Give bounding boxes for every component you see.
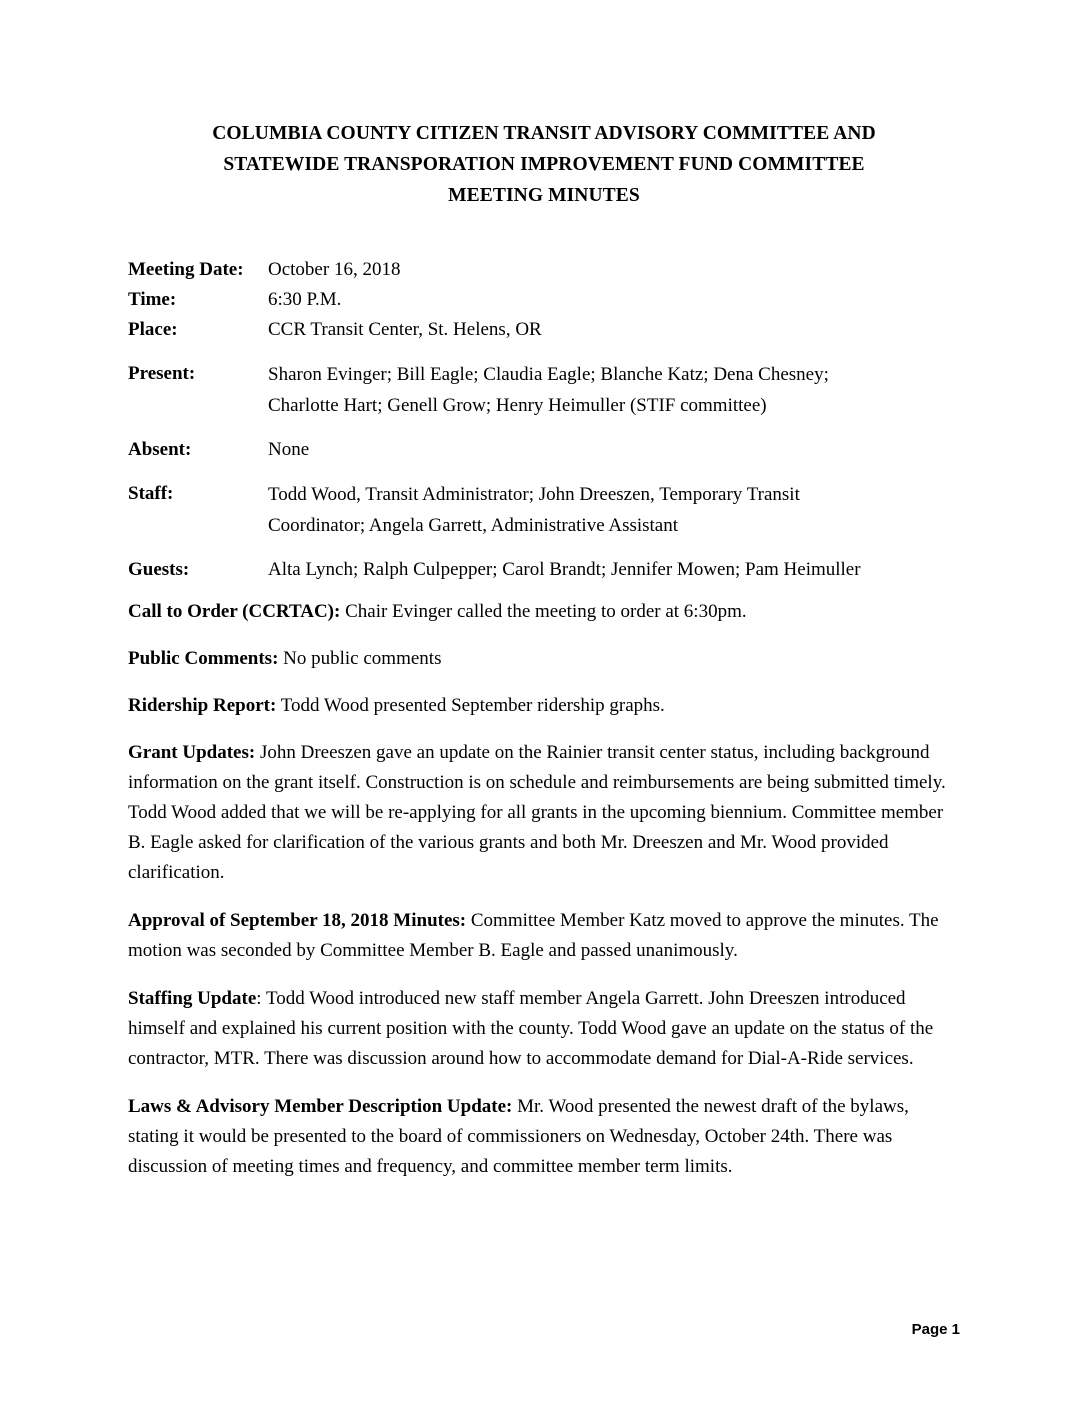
present-value	[268, 359, 960, 421]
section-staffing-update-heading: Staffing Update	[128, 988, 257, 1009]
absent-label: Absent:	[128, 439, 192, 460]
metadata-gap-3	[128, 465, 960, 479]
section-laws-advisory-update	[128, 1092, 960, 1182]
section-ridership-report-heading: Ridership Report:	[128, 695, 277, 716]
present-line-1: Sharon Evinger; Bill Eagle; Claudia Eagle; Blanche Katz; Dena Chesney;	[268, 364, 829, 385]
meeting-time-label: Time:	[128, 289, 177, 310]
meeting-date-label: Meeting Date:	[128, 259, 244, 280]
document-title	[128, 118, 960, 211]
section-call-to-order-heading: Call to Order (CCRTAC):	[128, 601, 341, 622]
meeting-time-row	[128, 285, 960, 315]
meeting-place-label: Place:	[128, 319, 178, 340]
meeting-metadata	[128, 255, 960, 585]
document-title-line-1: COLUMBIA COUNTY CITIZEN TRANSIT ADVISORY COMMITTEE AND	[212, 123, 876, 144]
present-line-2: Charlotte Hart; Genell Grow; Henry Heimuller (STIF committee)	[268, 395, 767, 416]
section-grant-updates	[128, 738, 960, 888]
section-staffing-update	[128, 984, 960, 1074]
title-spacer	[128, 217, 960, 255]
meeting-time-value: 6:30 P.M.	[268, 289, 342, 310]
section-approval-of-minutes-heading: Approval of September 18, 2018 Minutes:	[128, 910, 467, 931]
staff-line-2: Coordinator; Angela Garrett, Administrative Assistant	[268, 515, 679, 536]
staff-label: Staff:	[128, 483, 174, 504]
meeting-place-value: CCR Transit Center, St. Helens, OR	[268, 319, 542, 340]
guests-label: Guests:	[128, 559, 190, 580]
guests-row	[128, 555, 960, 585]
section-laws-advisory-update-heading: Laws & Advisory Member Description Update:	[128, 1096, 513, 1117]
present-label: Present:	[128, 363, 196, 384]
section-call-to-order-body: Chair Evinger called the meeting to order at 6:30pm.	[340, 601, 747, 622]
staff-row	[128, 479, 960, 541]
metadata-gap-1	[128, 345, 960, 359]
section-ridership-report	[128, 691, 960, 721]
metadata-gap-2	[128, 421, 960, 435]
section-approval-of-minutes-body: Committee Member Katz moved to approve the minutes. The motion was seconded by Committee Member B. Eagle and passed unanimously.	[128, 910, 939, 961]
body-gap	[128, 585, 960, 597]
metadata-gap-4	[128, 541, 960, 555]
document-title-line-3: MEETING MINUTES	[448, 185, 640, 206]
section-public-comments-heading: Public Comments:	[128, 648, 279, 669]
section-call-to-order	[128, 597, 960, 627]
absent-value: None	[268, 439, 310, 460]
staff-line-1: Todd Wood, Transit Administrator; John Dreeszen, Temporary Transit	[268, 484, 800, 505]
section-public-comments	[128, 644, 960, 674]
section-grant-updates-body: John Dreeszen gave an update on the Rainier transit center status, including background information on the grant itself. Construction is on schedule and reimbursements are being submitted timely. Todd Wood added that we will be re-applying for all grants in the upcoming biennium. Committee member B. Eagle asked for clarification of the various grants and both Mr. Dreeszen and Mr. Wood provided clarification.	[128, 742, 946, 883]
section-approval-of-minutes	[128, 906, 960, 966]
staff-value	[268, 479, 960, 541]
present-row	[128, 359, 960, 421]
absent-row	[128, 435, 960, 465]
section-public-comments-body: No public comments	[278, 648, 442, 669]
section-staffing-update-body: : Todd Wood introduced new staff member Angela Garrett. John Dreeszen introduced himself and explained his current position with the county. Todd Wood gave an update on the status of the contractor, MTR. There was discussion around how to accommodate demand for Dial-A-Ride services.	[128, 988, 934, 1069]
section-laws-advisory-update-body: Mr. Wood presented the newest draft of the bylaws, stating it would be presented to the board of commissioners on Wednesday, October 24th. There was discussion of meeting times and frequency, and committee member term limits.	[128, 1096, 909, 1177]
meeting-place-row	[128, 315, 960, 345]
meeting-date-value: October 16, 2018	[268, 259, 401, 280]
meeting-date-row	[128, 255, 960, 285]
section-grant-updates-heading: Grant Updates:	[128, 742, 256, 763]
section-ridership-report-body: Todd Wood presented September ridership graphs.	[276, 695, 665, 716]
page-number: Page 1	[911, 1321, 960, 1338]
guests-value: Alta Lynch; Ralph Culpepper; Carol Brandt; Jennifer Mowen; Pam Heimuller	[268, 559, 861, 580]
document-title-line-2: STATEWIDE TRANSPORATION IMPROVEMENT FUND COMMITTEE	[223, 154, 865, 175]
